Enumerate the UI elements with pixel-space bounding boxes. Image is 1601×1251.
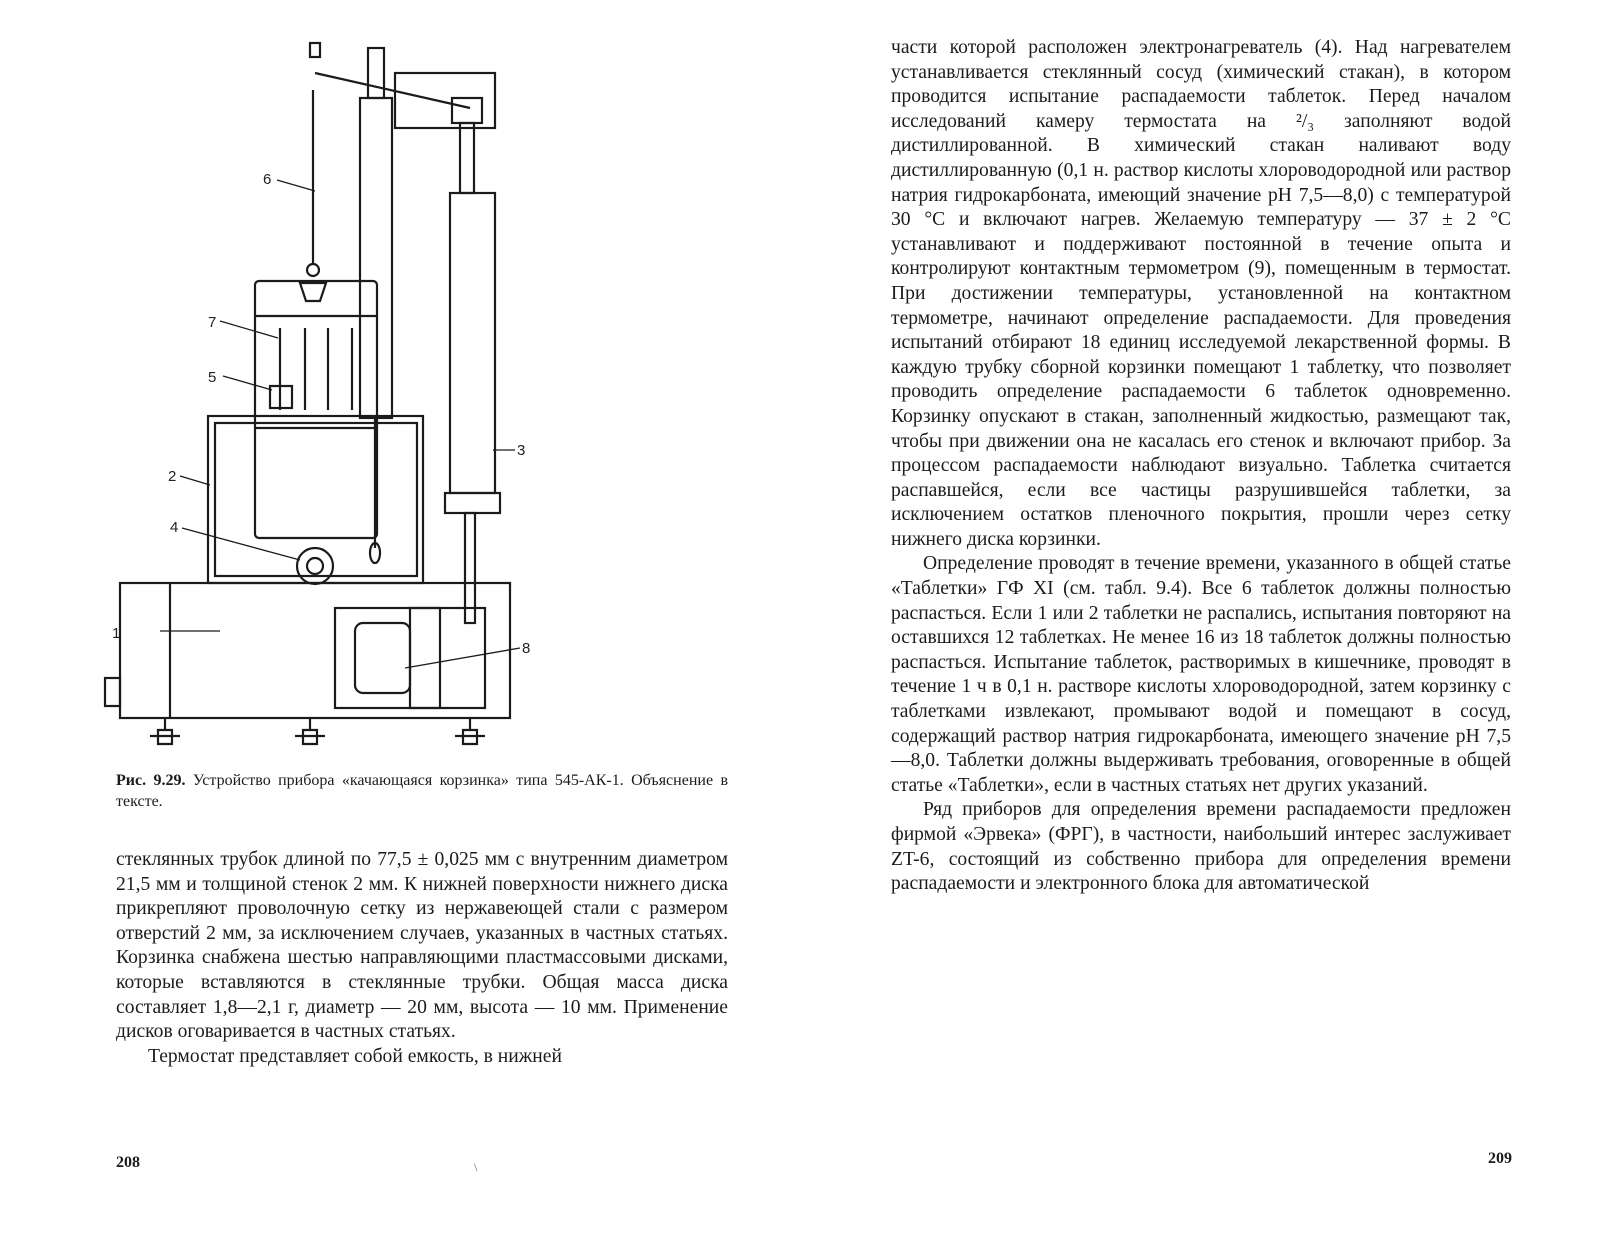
stray-mark: \ bbox=[474, 1160, 478, 1174]
label-5: 5 bbox=[208, 369, 217, 386]
caption-prefix: Рис. 9.29. bbox=[116, 772, 186, 789]
label-6: 6 bbox=[263, 171, 272, 188]
right-paragraph-2: Определение проводят в течение времени, указанного в общей статье «Таблетки» ГФ XI (см. табл. 9.4). Все 6 таблеток должны полностью распасться. Если 1 или 2 таблетки не распались, испытания повторяют на оставшихся 12 таблетках. Не менее 16 из 18 таблеток должны полностью распасться. Испытание таблеток, растворимых в кишечнике, проводят в течение 1 ч в 0,1 н. растворе кислоты хлороводородной, затем корзинку с таблетками извлекают, промывают водой и помещают в сосуд, содержащий раствор натрия гидрокарбоната, имеющего значение pH 7,5—8,0. Таблетки должны выдерживать требования, оговоренные в общей статье «Таблетки», если в частных статьях нет других указаний. bbox=[891, 553, 1511, 796]
label-3: 3 bbox=[517, 442, 526, 459]
base-housing bbox=[120, 583, 510, 718]
figure-caption bbox=[116, 770, 728, 812]
right-page bbox=[800, 0, 1601, 1251]
label-4: 4 bbox=[170, 519, 179, 536]
label-1: 1 bbox=[112, 625, 121, 642]
left-page bbox=[0, 0, 800, 1251]
left-text-column bbox=[116, 848, 728, 1069]
page-number-left: 208 bbox=[116, 1154, 140, 1171]
left-paragraph-1: стеклянных трубок длиной по 77,5 ± 0,025 мм с внутренним диаметром 21,5 мм и толщиной стенок 2 мм. К нижней поверхности нижнего диска прикрепляют проволочную сетку из нержавеющей стали с размером отверстий 2 мм, за исключением случаев, указанных в частных статьях. Корзинка снабжена шестью направляющими пластмассовыми дисками, которые вставляются в стеклянные трубки. Общая масса диска составляет 1,8—2,1 г, диаметр — 20 мм, высота — 10 мм. Применение дисков оговаривается в частных статьях. bbox=[116, 849, 728, 1043]
apparatus-drawing bbox=[100, 38, 560, 758]
page-number-right: 209 bbox=[1488, 1150, 1512, 1167]
apparatus-figure bbox=[100, 38, 560, 758]
label-7: 7 bbox=[208, 314, 217, 331]
caption-text: Устройство прибора «качающаяся корзинка» типа 545-АК-1. Объяснение в тексте. bbox=[116, 772, 729, 810]
label-8: 8 bbox=[522, 640, 531, 657]
right-paragraph-1: части которой расположен электронагреватель (4). Над нагревателем устанавливается стеклянный сосуд (химический стакан), в котором проводится испытание распадаемости таблеток. Перед началом исследований камеру термостата на ²/₃ заполняют водой дистиллированной. В химический стакан наливают воду дистиллированную (0,1 н. раствор кислоты хлороводородной или раствор натрия гидрокарбоната, имеющий значение pH 7,5—8,0) с температурой 30 °С и включают нагрев. Желаемую температуру — 37 ± 2 °С устанавливают и поддерживают постоянной в течение опыта и контролируют контактным термометром (9), помещенным в термостат. При достижении температуры, установленной на контактном термометре, начинают определение распадаемости. Для проведения испытаний отбирают 18 единиц исследуемой лекарственной формы. В каждую трубку сборной корзинки помещают 1 таблетку, что позволяет проводить определение распадаемости 6 таблеток одновременно. Корзинку опускают в стакан, заполненный жидкостью, размещают так, чтобы при движении она не касалась его стенок и включают прибор. За процессом распадаемости наблюдают визуально. Таблетка считается распавшейся, если все частицы разрушившейся таблетки, за исключением остатков пленочного покрытия, прошли через сетку нижнего диска корзинки. bbox=[891, 37, 1511, 550]
label-2: 2 bbox=[168, 468, 177, 485]
right-paragraph-3: Ряд приборов для определения времени распадаемости предложен фирмой «Эрвека» (ФРГ), в частности, наибольший интерес заслуживает ZT-6, состоящий из собственно прибора для определения времени распадаемости и электронного блока для автоматической bbox=[891, 799, 1511, 895]
right-text-column bbox=[891, 36, 1511, 897]
left-paragraph-2: Термостат представляет собой емкость, в нижней bbox=[148, 1045, 562, 1067]
